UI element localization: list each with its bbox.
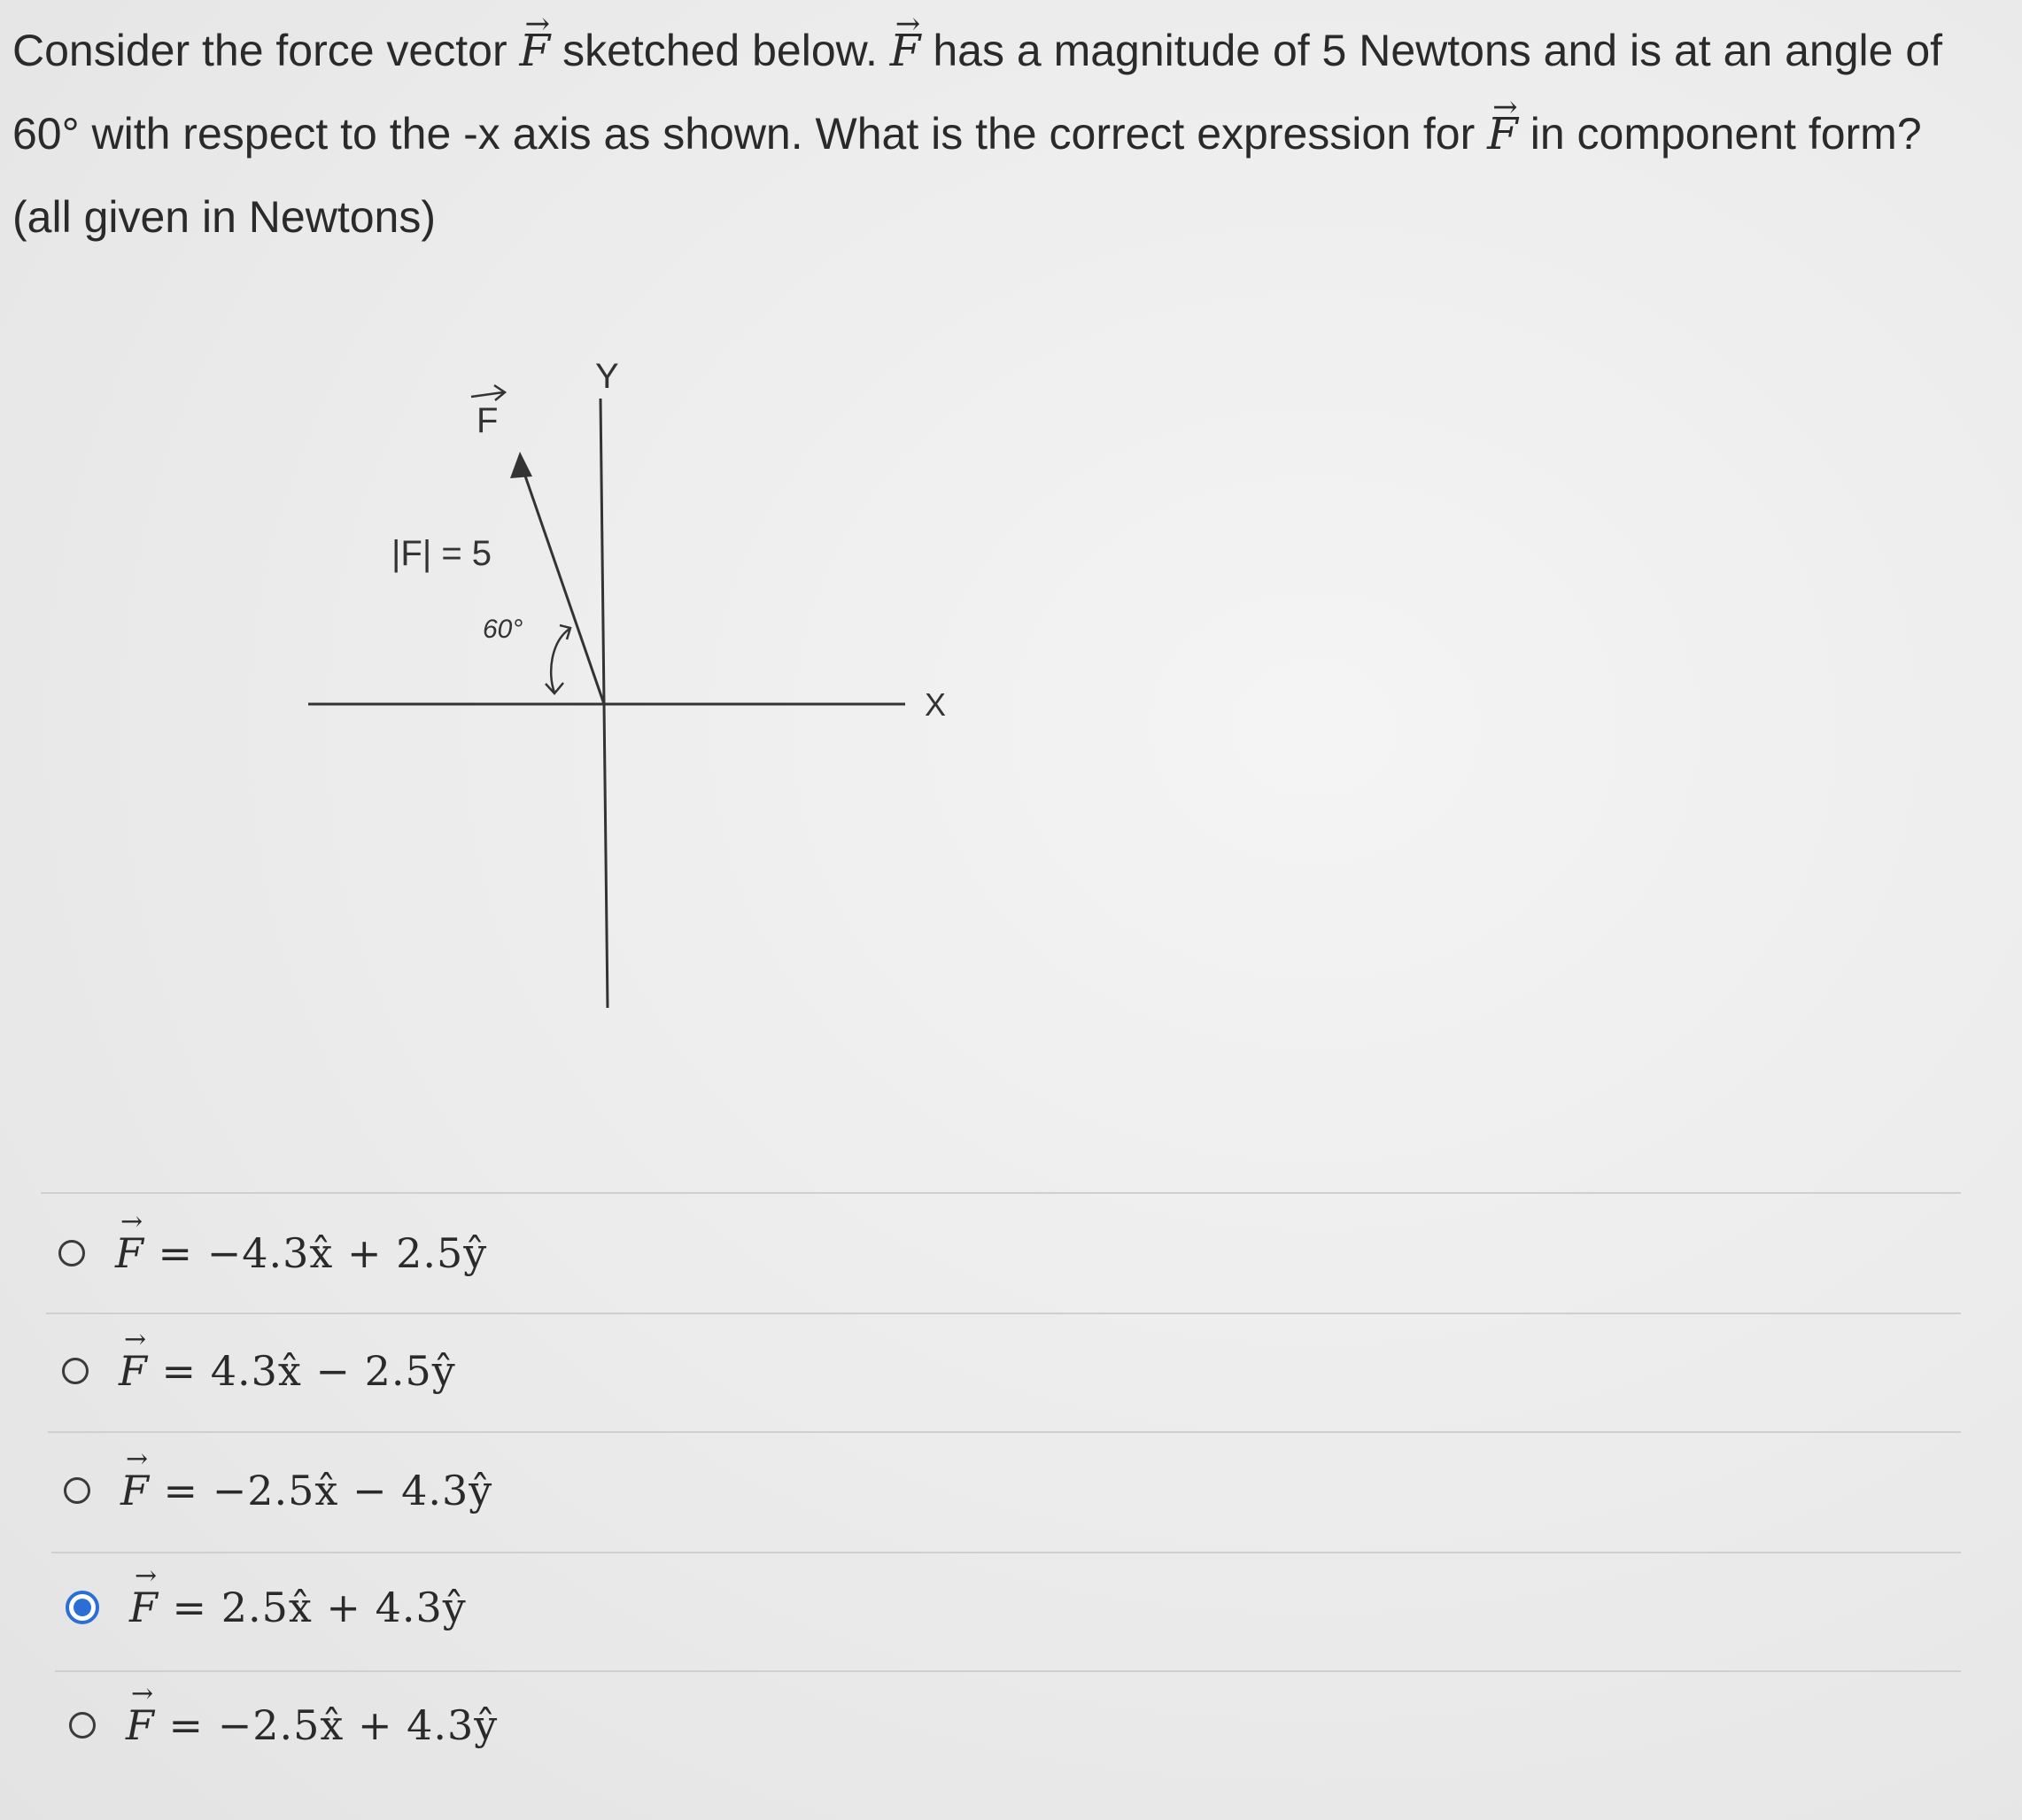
y-axis-label: Y (595, 357, 619, 396)
force-vector-diagram (266, 337, 992, 1027)
force-vector-line (520, 461, 604, 704)
divider (48, 1431, 1961, 1433)
divider (51, 1552, 1961, 1553)
x-axis-label: X (925, 686, 947, 723)
question-part-4: in component form? (all given in Newtons) (12, 109, 1922, 242)
vector-label-arrow (471, 385, 505, 400)
answer-option-2[interactable] (62, 1331, 456, 1411)
force-vector-symbol: → F (520, 9, 551, 92)
option-expression: → F = −4.3x̂ + 2.5ŷ (115, 1229, 487, 1277)
question-part-2: sketched below. (550, 26, 890, 75)
magnitude-label: |F| = 5 (391, 534, 492, 573)
question-text (12, 9, 1961, 259)
radio-button[interactable] (62, 1358, 89, 1384)
force-vector-symbol: → F (890, 9, 921, 92)
option-expression: → F = −2.5x̂ − 4.3ŷ (120, 1467, 492, 1514)
radio-button-selected[interactable] (66, 1591, 99, 1624)
vector-label: F (476, 401, 499, 440)
divider (41, 1192, 1961, 1194)
radio-button[interactable] (69, 1712, 96, 1739)
radio-button[interactable] (58, 1240, 85, 1266)
answer-option-4-selected[interactable] (66, 1568, 467, 1647)
divider (55, 1670, 1961, 1672)
divider (46, 1313, 1961, 1314)
force-vector-symbol: → F (1487, 92, 1518, 175)
angle-label: 60° (483, 615, 523, 644)
answer-option-1[interactable] (58, 1213, 487, 1293)
option-expression: → F = −2.5x̂ + 4.3ŷ (126, 1701, 498, 1749)
angle-arc-arrow-down (546, 683, 563, 693)
option-expression: → F = 2.5x̂ + 4.3ŷ (129, 1584, 467, 1631)
option-expression: → F = 4.3x̂ − 2.5ŷ (119, 1347, 456, 1395)
answer-option-5[interactable] (69, 1685, 498, 1765)
question-part-1: Consider the force vector (12, 26, 520, 75)
radio-button[interactable] (64, 1477, 90, 1504)
answer-option-3[interactable] (64, 1451, 492, 1530)
force-vector-arrowhead (510, 452, 532, 478)
question-part-3: has a magnitude of 5 Newtons and is at an angle of 60° with respect to the -x axis as shown. What is the correct expression for (12, 26, 1943, 159)
